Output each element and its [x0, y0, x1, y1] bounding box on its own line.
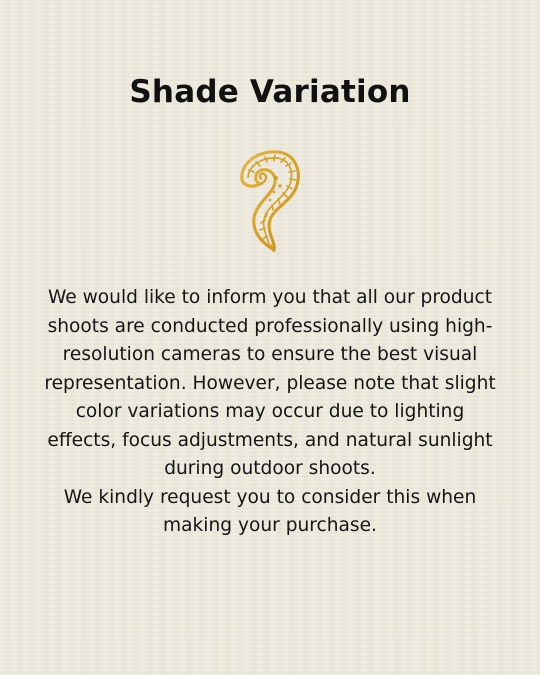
notice-paragraph: We would like to inform you that all our product shoots are conducted professionally using high-resolution cameras to ensure the best visual representation. However, please note that slight color variations may occur due to lighting effects, focus adjustments, and natural sunlight during outdoor shoots. [44, 287, 496, 479]
notice-body [40, 284, 500, 541]
paisley-ornament-icon [234, 148, 304, 252]
notice-paragraph: We kindly request you to consider this when making your purchase. [63, 486, 477, 536]
page-title: Shade Variation [129, 74, 411, 110]
